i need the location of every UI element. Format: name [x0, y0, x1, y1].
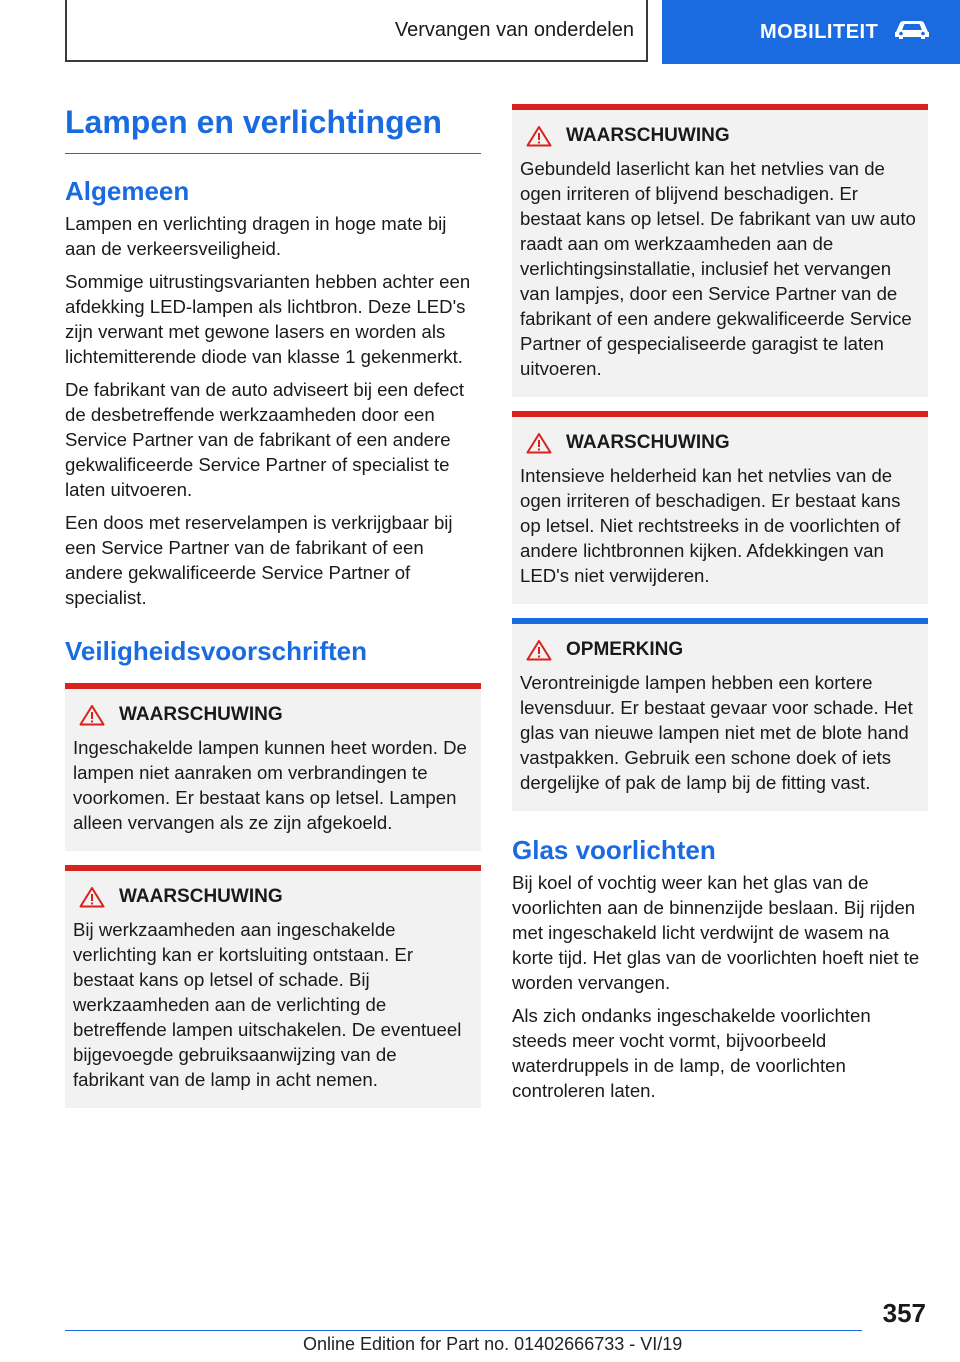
warning-text: Intensieve helderheid kan het netvlies van de ogen irriteren of beschadigen. Er bestaat kans op letsel. Niet rechtstreeks in de voorlichten of andere lichtbronnen kijken. Afdekkingen van LED's niet verwijderen. [520, 465, 901, 586]
paragraph: Een doos met reservelampen is verkrijgbaar bij een Service Partner van de fabrikant of een andere gekwalificeerde Service Partner of specialist. [65, 512, 453, 608]
warning-text: Bij werkzaamheden aan ingeschakelde verlichting kan er kortsluiting ontstaan. Er bestaat kans op letsel of schade. Bij werkzaamheden aan de verlichting de betreffende lampen uitschakelen. De eventueel bijgevoegde gebruiksaanwijzing van de fabrikant van de lamp in acht nemen. [73, 919, 462, 1090]
warning-title: WAARSCHUWING [119, 886, 283, 907]
edition-note: Online Edition for Part no. 01402666733 - VI/19 [303, 1334, 683, 1354]
note-text: Verontreinigde lampen hebben een kortere levensduur. Er bestaat gevaar voor schade. Het glas van nieuwe lampen niet met de blote hand vastpakken. Gebruik een schone doek of iets dergelijke of pak de lamp bij de fitting vast. [520, 672, 913, 793]
warning-triangle-icon [526, 639, 552, 661]
warning-triangle-icon [79, 704, 105, 726]
warning-box [512, 411, 928, 604]
section-title: Vervangen van onderdelen [394, 18, 634, 41]
paragraph: Lampen en verlichting dragen in hoge mate bij aan de verkeersveiligheid. [65, 213, 447, 259]
heading-general: Algemeen [65, 176, 190, 206]
chapter-tab[interactable] [662, 0, 960, 64]
heading-glass: Glas voorlichten [512, 835, 716, 865]
warning-title: WAARSCHUWING [566, 125, 730, 146]
paragraph: Sommige uitrustingsvarianten hebben achter een afdekking LED-lampen als lichtbron. Deze LED's zijn verwant met gewone lasers en worden als lichtemitterende diode van klasse 1 gekenmerkt. [65, 271, 471, 367]
warning-triangle-icon [526, 125, 552, 147]
warning-title-row [520, 124, 920, 148]
warning-title-row [73, 885, 473, 909]
note-box [512, 618, 928, 811]
note-title-row [520, 638, 920, 662]
section-header [65, 0, 648, 62]
heading-safety: Veiligheidsvoorschriften [65, 636, 367, 666]
paragraph: De fabrikant van de auto adviseert bij een defect de desbetreffende werkzaamheden door een Service Partner van de fabrikant of een andere gekwalificeerde Service Partner of specialist te laten uitvoeren. [65, 379, 464, 500]
warning-title: WAARSCHUWING [566, 432, 730, 453]
paragraph: Als zich ondanks ingeschakelde voorlichten steeds meer vocht vormt, bijvoorbeeld waterdruppels in de lamp, de voorlichten controleren laten. [512, 1005, 871, 1101]
warning-triangle-icon [79, 886, 105, 908]
warning-title-row [520, 431, 920, 455]
car-icon [892, 17, 932, 47]
footer-divider [65, 1330, 862, 1331]
warning-title-row [73, 703, 473, 727]
left-column [65, 100, 481, 1122]
chapter-title: MOBILITEIT [760, 20, 879, 43]
warning-box [65, 865, 481, 1108]
paragraph: Bij koel of vochtig weer kan het glas van de voorlichten aan de binnenzijde beslaan. Bij rijden met ingeschakeld licht verdwijnt de wasem na korte tijd. Het glas van de voorlichten hoeft niet te worden vervangen. [512, 872, 920, 993]
warning-text: Gebundeld laserlicht kan het netvlies van de ogen irriteren of blijvend beschadigen. Er bestaat kans op letsel. De fabrikant van uw auto raadt aan om werkzaamheden aan de verlichtingsinstallatie, inclusief het vervangen van lampjes, door een Service Partner van de fabrikant of een andere gekwalificeerde Service Partner of gespecialiseerde garagist te laten uitvoeren. [520, 158, 916, 379]
page-number: 357 [882, 1298, 926, 1328]
warning-box [512, 104, 928, 397]
warning-title: WAARSCHUWING [119, 704, 283, 725]
right-column [512, 100, 928, 1111]
warning-text: Ingeschakelde lampen kunnen heet worden. De lampen niet aanraken om verbrandingen te voorkomen. Er bestaat kans op letsel. Lampen alleen vervangen als ze zijn afgekoeld. [73, 737, 467, 833]
warning-triangle-icon [526, 432, 552, 454]
note-title: OPMERKING [566, 639, 684, 660]
page-title: Lampen en verlichtingen [65, 100, 481, 154]
warning-box [65, 683, 481, 851]
